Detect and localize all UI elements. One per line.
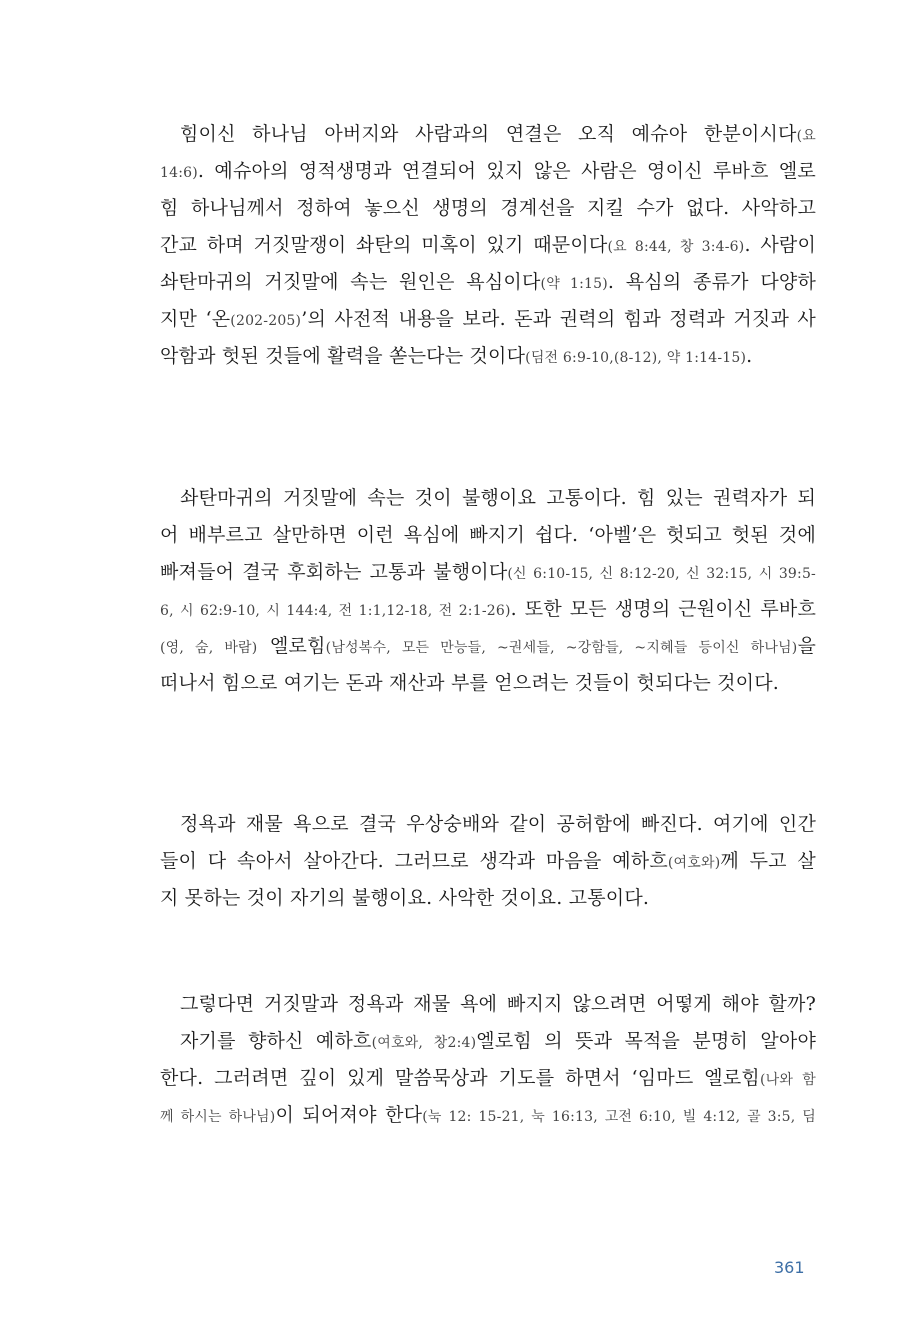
text-line	[160, 843, 816, 880]
reference-note: (202-205)	[230, 313, 302, 329]
text-line	[160, 665, 816, 702]
paragraph-2	[160, 480, 816, 702]
reference-note: 께 하시는 하나님)	[160, 1109, 276, 1125]
reference-note: (요	[796, 128, 816, 144]
body-text: 정욕과 재물 욕으로 결국 우상숭배와 같이 공허함에 빠진다. 여기에 인간	[180, 813, 816, 835]
body-text: 께 두고 살	[720, 850, 816, 872]
body-text: 솨탄마귀의 거짓말에 속는 것이 불행이요 고통이다. 힘 있는 권력자가 되	[180, 487, 816, 509]
body-text: . 욕심의 종류가 다양하	[607, 271, 816, 293]
text-line	[160, 227, 816, 264]
body-text: 어 배부르고 살만하면 이런 욕심에 빠지기 쉽다. ‘아벨’은 헛되고 헛된 것에	[160, 524, 816, 546]
text-line	[160, 880, 816, 917]
text-line	[160, 338, 816, 375]
body-text: 솨탄마귀의 거짓말에 속는 원인은 욕심이다	[160, 271, 541, 293]
text-line	[160, 554, 816, 591]
text-line	[160, 264, 816, 301]
reference-note: 6, 시 62:9-10, 시 144:4, 전 1:1,12-18, 전 2:1-26)	[160, 603, 511, 619]
text-line	[160, 116, 816, 153]
reference-note: (딤전 6:9-10,(8-12), 약 1:14-15)	[525, 350, 747, 366]
text-line	[160, 1060, 816, 1097]
reference-note: (영, 숨, 바람)	[160, 640, 258, 656]
body-text: 한다. 그러려면 깊이 있게 말씀묵상과 기도를 하면서 ‘임마드 엘로힘	[160, 1067, 760, 1089]
body-text: 빠져들어 결국 후회하는 고통과 불행이다	[160, 561, 508, 583]
reference-note: (여호와)	[667, 855, 721, 871]
text-line	[160, 153, 816, 190]
body-text: 자기를 향하신 예하흐	[180, 1030, 372, 1052]
text-line	[160, 480, 816, 517]
body-text: . 예슈아의 영적생명과 연결되어 있지 않은 사람은 영이신 루바흐 엘로	[197, 160, 816, 182]
reference-note: 14:6)	[160, 165, 198, 181]
body-text: . 또한 모든 생명의 근원이신 루바흐	[510, 598, 816, 620]
reference-note: (눅 12: 15-21, 눅 16:13, 고전 6:10, 빌 4:12, 골 3:5, 딤	[422, 1109, 816, 1125]
text-line	[160, 986, 816, 1023]
body-text: 엘로힘	[257, 635, 326, 657]
text-line	[160, 1097, 816, 1134]
body-text: 이 되어져야 한다	[275, 1104, 423, 1126]
reference-note: (신 6:10-15, 신 8:12-20, 신 32:15, 시 39:5-	[507, 566, 816, 582]
paragraph-4	[160, 986, 816, 1134]
page-number: 361	[774, 1258, 805, 1277]
body-text: 떠나서 힘으로 여기는 돈과 재산과 부를 얻으려는 것들이 헛되다는 것이다.	[160, 672, 780, 694]
body-text: 힘 하나님께서 정하여 놓으신 생명의 경계선을 지킬 수가 없다. 사악하고	[160, 197, 816, 219]
body-text: ’의 사전적 내용을 보라. 돈과 권력의 힘과 정력과 거짓과 사	[301, 308, 816, 330]
body-text: 을	[797, 635, 816, 657]
body-text: 지 못하는 것이 자기의 불행이요. 사악한 것이요. 고통이다.	[160, 887, 650, 909]
body-text: 그렇다면 거짓말과 정욕과 재물 욕에 빠지지 않으려면 어떻게 해야 할까?	[180, 993, 816, 1015]
body-text: 악함과 헛된 것들에 활력을 쏟는다는 것이다	[160, 345, 526, 367]
paragraph-3	[160, 806, 816, 917]
text-line	[160, 1023, 816, 1060]
reference-note: (여호와, 창2:4)	[371, 1035, 477, 1051]
reference-note: (남성복수, 모든 만능들, ~권세들, ~강함들, ~지혜들 등이신 하나님)	[325, 640, 798, 656]
body-text: 지만 ‘온	[160, 308, 231, 330]
body-text: 간교 하며 거짓말쟁이 솨탄의 미혹이 있기 때문이다	[160, 234, 608, 256]
text-line	[160, 628, 816, 665]
text-line	[160, 517, 816, 554]
body-text: 엘로힘 의 뜻과 목적을 분명히 알아야	[476, 1030, 816, 1052]
reference-note: (약 1:15)	[540, 276, 608, 292]
body-text: . 사람이	[744, 234, 816, 256]
paragraph-1	[160, 116, 816, 375]
body-text: 힘이신 하나님 아버지와 사람과의 연결은 오직 예슈아 한분이시다	[180, 123, 797, 145]
body-text: .	[746, 345, 753, 367]
text-line	[160, 301, 816, 338]
text-line	[160, 806, 816, 843]
body-text: 들이 다 속아서 살아간다. 그러므로 생각과 마음을 예하흐	[160, 850, 668, 872]
reference-note: (요 8:44, 창 3:4-6)	[607, 239, 745, 255]
text-line	[160, 190, 816, 227]
text-line	[160, 591, 816, 628]
reference-note: (나와 함	[759, 1072, 816, 1088]
